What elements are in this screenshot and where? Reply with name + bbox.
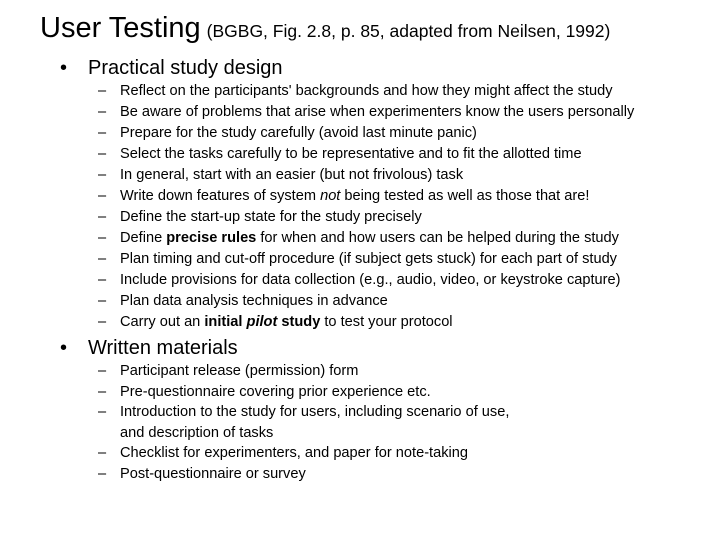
list-item [98,270,634,291]
dash-marker: – [98,272,107,288]
list-item [98,402,509,443]
list-item-text: Plan timing and cut-off procedure (if subject gets stuck) for each part of study [120,251,617,267]
dash-marker: – [98,445,107,461]
list-item-text: Be aware of problems that arise when experimenters know the users personally [120,104,635,120]
list-item-text: Carry out an [120,314,205,330]
dash-marker: – [98,465,107,482]
list-item-text: Checklist for experimenters, and paper for note-taking [120,445,468,461]
dash-marker: – [98,404,107,420]
dash-marker: – [98,146,107,162]
list-item [98,361,509,382]
list-item [98,228,634,249]
bullet-heading: Practical study design [88,57,283,79]
list-item-text: Define the start-up state for the study precisely [120,209,422,225]
list-item-text: Post-questionnaire or survey [120,465,306,482]
list-item [98,186,634,207]
list-item [98,382,509,403]
list-item-text: Include provisions for data collection (e.g., audio, video, or keystroke capture) [120,272,621,288]
list-item-text: Prepare for the study carefully (avoid last minute panic) [120,125,477,141]
bullet-practical-study-design [60,56,283,80]
dash-marker: – [98,314,107,330]
list-item [98,312,634,333]
dash-marker: – [98,125,107,141]
dash-marker: – [98,251,107,267]
list-item [98,81,634,102]
list-item-text: for when and how users can be helped during the study [256,230,619,246]
list-item-text: being tested as well as those that are! [340,188,590,204]
list-item [98,291,634,312]
written-materials-list [98,361,509,484]
bold-text: study [277,314,321,330]
list-item-text: and description of tasks [120,424,274,441]
list-item [98,249,634,270]
list-item [98,144,634,165]
dash-marker: – [98,188,107,204]
dash-marker: – [98,83,107,99]
bullet-heading: Written materials [88,337,238,359]
bullet-written-materials [60,336,238,360]
bullet-marker: • [60,57,68,79]
emphasis-text: not [320,188,341,204]
dash-marker: – [98,363,107,379]
list-item-text: In general, start with an easier (but not frivolous) task [120,167,464,183]
practical-study-design-list [98,81,634,333]
title-main: User Testing [40,12,201,44]
dash-marker: – [98,104,107,120]
list-item-text: Define [120,230,167,246]
list-item-text: Write down features of system [120,188,321,204]
list-item-text: Reflect on the participants' backgrounds and how they might affect the study [120,83,613,99]
dash-marker: – [98,167,107,183]
bullet-marker: • [60,337,68,359]
list-item [98,443,509,464]
list-item [98,464,509,485]
dash-marker: – [98,293,107,309]
list-item [98,165,634,186]
list-item-text: Pre-questionnaire covering prior experience etc. [120,383,431,400]
list-item-text: Introduction to the study for users, including scenario of use, [120,404,510,420]
list-item [98,207,634,228]
list-item-text: Select the tasks carefully to be representative and to fit the allotted time [120,146,582,162]
bold-italic-text: pilot [246,314,278,330]
list-item [98,102,634,123]
list-item-text: Participant release (permission) form [120,363,359,379]
dash-marker: – [98,383,107,400]
slide-title [40,8,610,53]
list-item-text: to test your protocol [320,314,453,330]
list-item-text: Plan data analysis techniques in advance [120,293,388,309]
dash-marker: – [98,230,107,246]
list-item [98,123,634,144]
title-citation: (BGBG, Fig. 2.8, p. 85, adapted from Neilsen, 1992) [206,21,611,41]
dash-marker: – [98,209,107,225]
bold-text: initial [204,314,247,330]
bold-text: precise rules [166,230,257,246]
